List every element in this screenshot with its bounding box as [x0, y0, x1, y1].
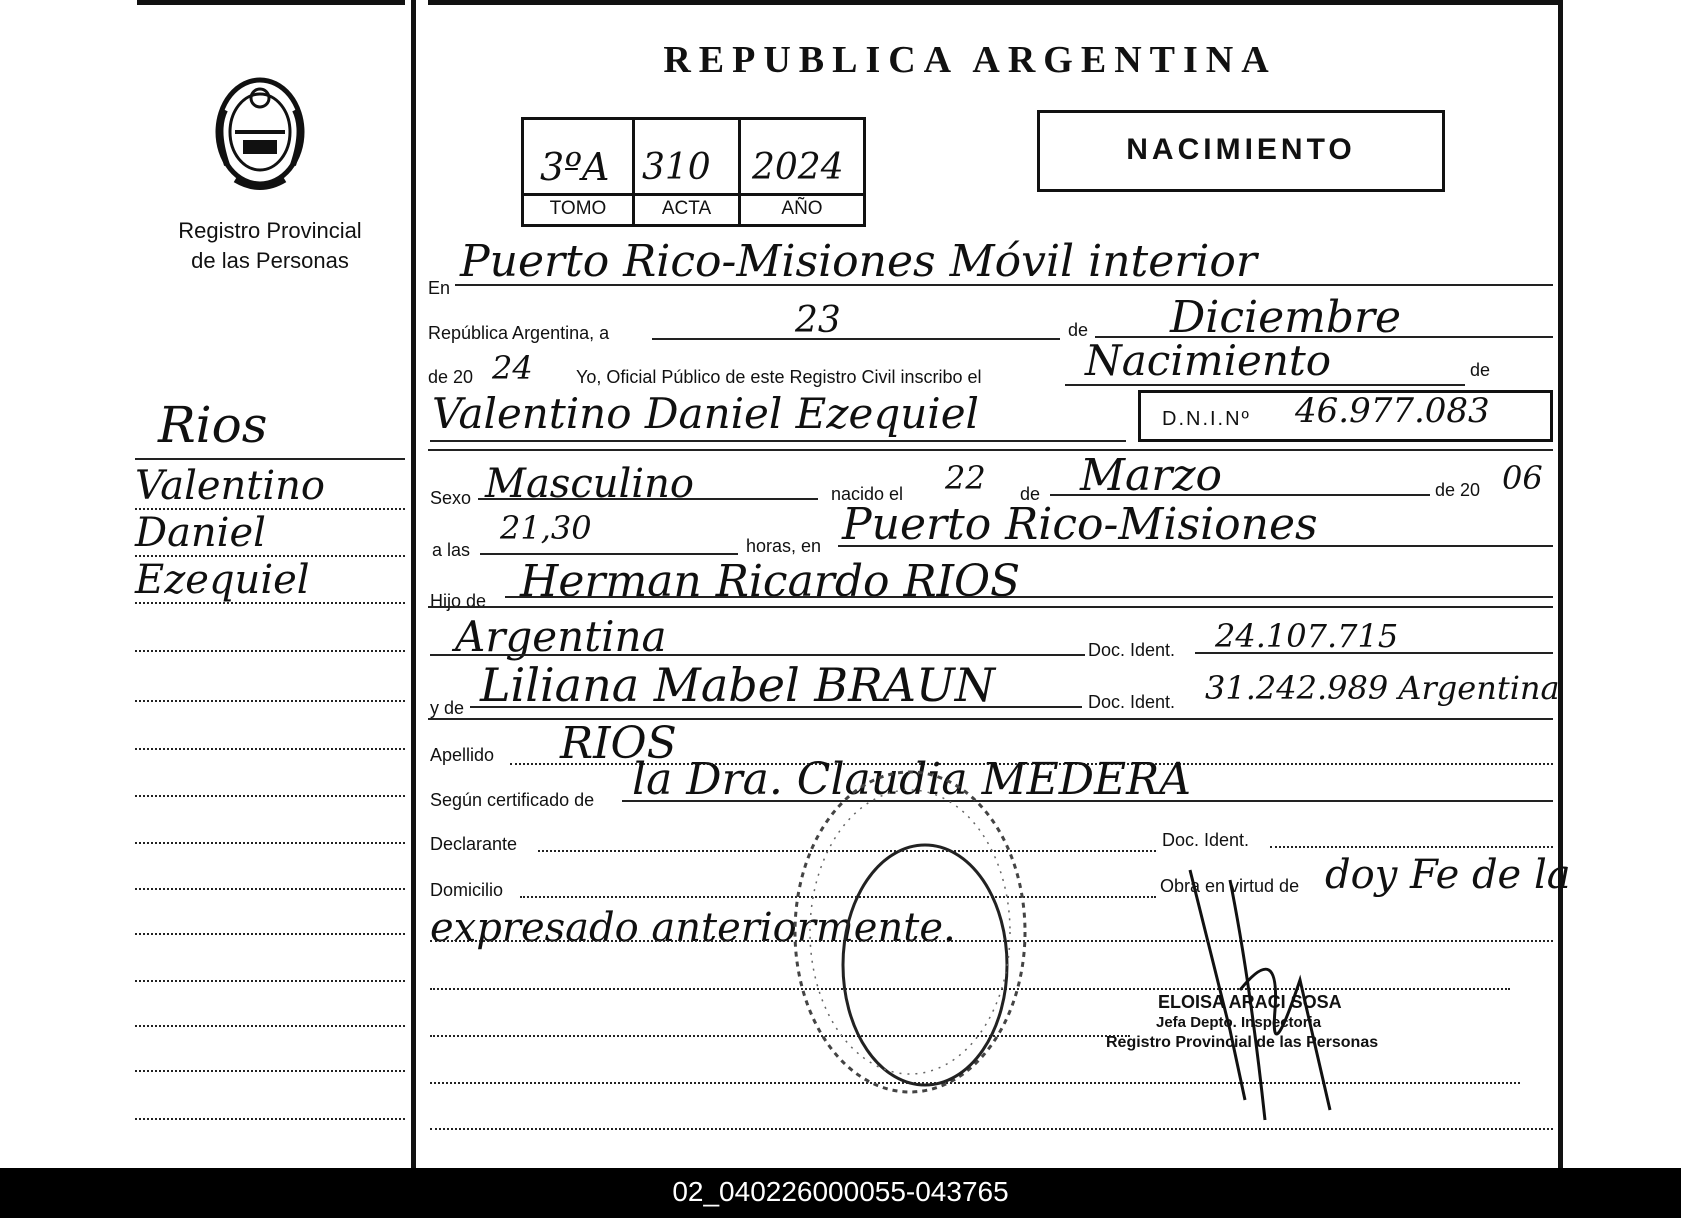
acta-label: ACTA	[661, 198, 712, 219]
alas-label: a las	[432, 540, 471, 560]
father-underline	[505, 596, 1553, 598]
obra-label: Obra en virtud de	[1160, 876, 1300, 896]
doc-ident-label-1: Doc. Ident.	[1088, 640, 1176, 660]
republica-label: República Argentina, a	[428, 323, 610, 343]
full-name-value: Valentino Daniel Ezequiel	[432, 389, 979, 438]
sexo-value: Masculino	[485, 461, 694, 507]
apellido-label: Apellido	[430, 745, 495, 765]
oficial-text: Yo, Oficial Público de este Registro Civil inscribo el	[576, 367, 982, 387]
sidebar-dotline	[135, 1025, 405, 1027]
father-nationality-underline	[430, 654, 1085, 656]
nacido-label: nacido el	[831, 484, 904, 504]
segun-underline	[622, 800, 1553, 802]
divider-vertical-left	[411, 0, 416, 1168]
father-value: Herman Ricardo RIOS	[520, 556, 1021, 607]
mother-value: Liliana Mabel BRAUN	[480, 658, 995, 712]
sidebar-name-2: Daniel	[135, 510, 266, 556]
day-underline	[652, 338, 1060, 340]
obra-value: doy Fe de la	[1325, 852, 1571, 898]
inscribo-underline	[1065, 384, 1465, 386]
mother-doc-value: 31.242.989 Argentina	[1205, 669, 1560, 707]
anio-label: AÑO	[781, 198, 823, 219]
de20-label: de 20	[1435, 480, 1481, 500]
full-name-underline	[430, 440, 1126, 442]
mother-underline	[470, 706, 1082, 708]
birth-place-underline	[838, 545, 1553, 547]
month-value: Diciembre	[1170, 292, 1402, 343]
body-dotline	[430, 1128, 1553, 1130]
sidebar-dotline	[135, 508, 405, 510]
anio-value: 2024	[752, 147, 844, 188]
signatory-role: Jefa Depto. Inspectoria	[1156, 1014, 1322, 1031]
sidebar-dotline	[135, 555, 405, 557]
birth-month-underline	[1050, 494, 1430, 496]
sidebar-dotline	[135, 795, 405, 797]
en-label: En	[428, 278, 451, 298]
sidebar-dotline	[135, 980, 405, 982]
birth-day-value: 22	[945, 459, 986, 497]
country-title: REPUBLICA ARGENTINA	[663, 39, 1277, 81]
father-double-rule	[428, 606, 1553, 608]
record-box-label-rule	[521, 193, 866, 196]
sidebar-dotline	[135, 888, 405, 890]
yde-label: y de	[430, 698, 465, 718]
day-value: 23	[795, 300, 841, 341]
segun-label: Según certificado de	[430, 790, 595, 810]
horas-label: horas, en	[746, 536, 822, 556]
de-label-2: de	[1470, 360, 1491, 380]
top-rule-right	[428, 0, 1558, 5]
sidebar-dotline	[135, 650, 405, 652]
declarante-doc-dotline	[1270, 846, 1553, 848]
en-value: Puerto Rico-Misiones Móvil interior	[460, 236, 1257, 287]
sidebar-name-1: Valentino	[135, 463, 325, 509]
apellido-value: RIOS	[560, 718, 677, 769]
sidebar-dotline	[135, 933, 405, 935]
inscribo-value: Nacimiento	[1085, 336, 1332, 385]
de-label-3: de	[1020, 484, 1041, 504]
segun-value: la Dra. Claudia MEDERA	[632, 754, 1192, 805]
sidebar-dotline	[135, 748, 405, 750]
domicilio-value: expresado anteriormente.	[430, 905, 956, 951]
dni-value: 46.977.083	[1295, 391, 1490, 431]
sidebar-surname: Rios	[158, 396, 268, 454]
hour-underline	[480, 553, 738, 555]
birth-place-value: Puerto Rico-Misiones	[842, 499, 1318, 550]
father-doc-underline	[1195, 652, 1553, 654]
doc-ident-label-2: Doc. Ident.	[1088, 692, 1176, 712]
birth-month-value: Marzo	[1080, 450, 1222, 501]
signatory-org: Registro Provincial de las Personas	[1106, 1034, 1379, 1051]
signatory-name: ELOISA ARACI SOSA	[1158, 992, 1342, 1012]
tomo-label: TOMO	[549, 198, 607, 219]
sidebar-dotline	[135, 700, 405, 702]
record-type-title: NACIMIENTO	[1126, 133, 1356, 166]
stamp-icon	[785, 760, 1035, 1105]
en-underline	[455, 284, 1553, 286]
sidebar-dotline	[135, 1118, 405, 1120]
dni-label: D.N.I.Nº	[1162, 408, 1251, 430]
sidebar-rule	[135, 458, 405, 460]
sidebar-dotline	[135, 1070, 405, 1072]
section-double-rule	[428, 449, 1553, 451]
tomo-value: 3ºA	[540, 145, 610, 189]
doc-ident-label-3: Doc. Ident.	[1162, 830, 1250, 850]
hour-value: 21,30	[500, 509, 592, 547]
father-nationality-value: Argentina	[455, 612, 667, 661]
hijo-label: Hijo de	[430, 591, 487, 611]
birth-year-value: 06	[1502, 459, 1543, 497]
sexo-label: Sexo	[430, 488, 472, 508]
sidebar-name-3: Ezequiel	[135, 557, 310, 603]
sexo-underline	[478, 498, 818, 500]
sidebar-dotline	[135, 842, 405, 844]
registry-name-line2: de las Personas	[191, 248, 349, 273]
declarante-label: Declarante	[430, 834, 518, 854]
official-round-stamp	[785, 760, 1035, 1105]
seal-icon	[205, 70, 315, 195]
acta-value: 310	[642, 147, 711, 188]
coat-of-arms-seal	[205, 70, 315, 195]
year-label: de 20	[428, 367, 474, 387]
sidebar-dotline	[135, 602, 405, 604]
year-value: 24	[492, 349, 533, 387]
registry-name-line1: Registro Provincial	[178, 218, 362, 243]
father-doc-value: 24.107.715	[1215, 617, 1399, 655]
de-label: de	[1068, 320, 1089, 340]
top-rule-left	[137, 0, 405, 5]
divider-vertical-right	[1558, 0, 1563, 1168]
domicilio-label: Domicilio	[430, 880, 504, 900]
document-code: 02_040226000055-043765	[672, 1176, 1009, 1207]
